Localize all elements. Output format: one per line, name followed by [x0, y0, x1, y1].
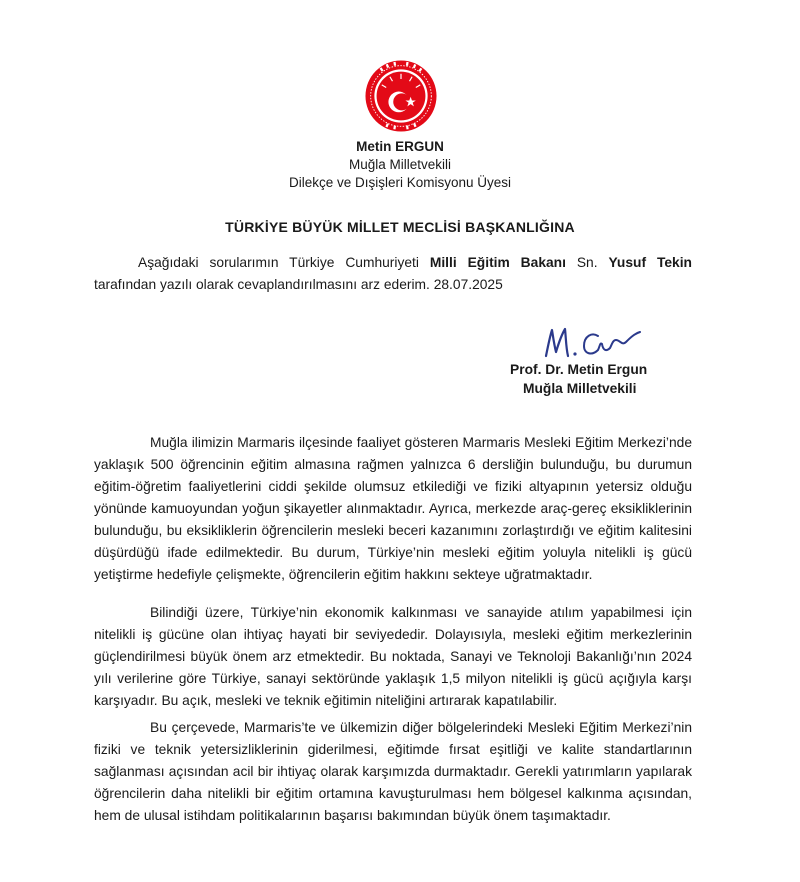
body-paragraph-3: Bu çerçevede, Marmaris’te ve ülkemizin diğer bölgelerindeki Mesleki Eğitim Merkezi’nin fiziki ve teknik yetersizliklerinin giderilmesi, eğitimde fırsat eşitliği ve kalite standartlarının sağlanması açısından acil bir ihtiyaç olarak karşımızda durmaktadır. Gerekli yatırımların yapılarak öğrencilerin daha nitelikli bir eğitim ortamına kavuşturulması hem bölgesel kalkınma açısından, hem de ulusal istihdam politikalarının başarısı bakımından büyük önem taşımaktadır.: [94, 720, 692, 823]
sender-role: Muğla Milletvekili: [348, 157, 452, 172]
minister-title: Milli Eğitim Bakanı: [429, 255, 566, 270]
intro-text-2: Sn.: [565, 255, 609, 270]
body-paragraph-1: Muğla ilimizin Marmaris ilçesinde faaliyet gösteren Marmaris Mesleki Eğitim Merkezi’nde yaklaşık 500 öğrencinin eğitim almasına rağmen yalnızca 6 dersliğin bulunduğu, bu durumun eğitim-öğretim faaliyetlerini ciddi şekilde olumsuz etkilediği ve fiziki altyapının yetersiz olduğu yönünde kamuoyundan yoğun şikayetler alınmaktadır. Ayrıca, merkezde araç-gereç eksikliklerinin bulunduğu, bu eksikliklerin öğrencilerin mesleki beceri kazanımını zorlaştırdığı ve eğitim kalitesini düşürdüğü ifade edilmektedir. Bu durum, Türkiye’nin mesleki eğitim yoluyla nitelikli iş gücü yetiştirme hedefiyle çelişmekte, öğrencilerin eğitim hakkını sekteye uğratmaktadır.: [94, 435, 692, 582]
intro-line-1: [94, 252, 692, 274]
signer-title: Prof. Dr. Metin Ergun: [510, 362, 648, 377]
sender-name: Metin ERGUN: [356, 139, 444, 154]
addressee-heading: TÜRKİYE BÜYÜK MİLLET MECLİSİ BAŞKANLIĞINA: [225, 219, 575, 235]
minister-name: Yusuf Tekin: [608, 255, 692, 270]
intro-paragraph: [94, 252, 692, 296]
sender-header: [0, 138, 800, 192]
body-paragraph-2: Bilindiği üzere, Türkiye’nin ekonomik kalkınması ve sanayide atılım yapabilmesi için nitelikli iş gücüne olan ihtiyaç hayati bir seviyededir. Dolayısıyla, mesleki eğitim merkezlerinin güçlendirilmesi büyük önem arz etmektedir. Bu noktada, Sanayi ve Teknoloji Bakanlığı’nın 2024 yılı verilerine göre Türkiye, sanayi sektöründe yaklaşık 1,5 milyon nitelikli iş gücü açığıyla karşı karşıyadır. Bu açık, mesleki ve teknik eğitimin niteliğini artırarak kapatılabilir.: [94, 605, 692, 708]
intro-text-3: tarafından yazılı olarak cevaplandırılmasını arz ederim. 28.07.2025: [94, 277, 503, 292]
intro-text-1: Aşağıdaki sorularımın Türkiye Cumhuriyeti: [138, 255, 430, 270]
sender-committee: Dilekçe ve Dışişleri Komisyonu Üyesi: [288, 175, 512, 190]
signer-block: [510, 360, 647, 398]
signer-region: Muğla Milletvekili: [523, 381, 637, 396]
handwritten-signature-icon: [540, 322, 650, 362]
tbmm-emblem-icon: [364, 59, 438, 133]
